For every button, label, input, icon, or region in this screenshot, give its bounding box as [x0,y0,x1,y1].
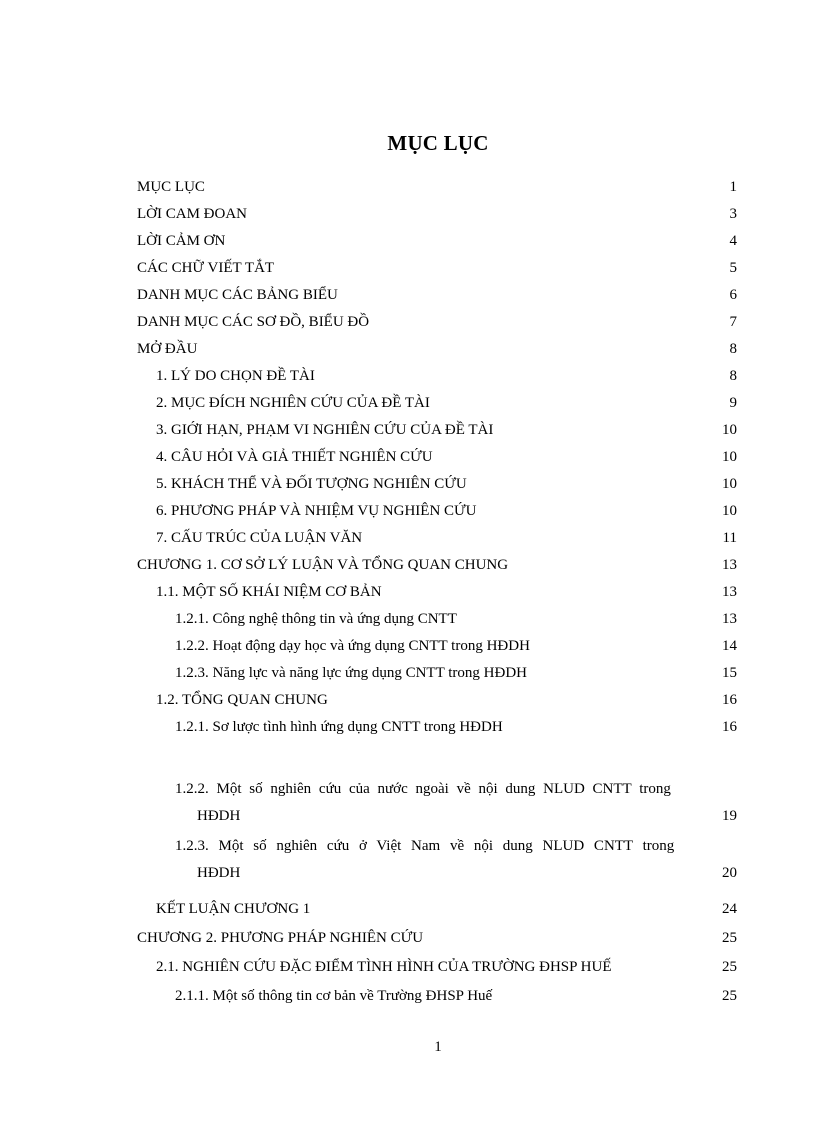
toc-entry-label: MỞ ĐẦU [137,341,198,357]
toc-entry-label: 2. MỤC ĐÍCH NGHIÊN CỨU CỦA ĐỀ TÀI [156,395,430,411]
toc-entry-nuoc-ngoai[interactable] [197,805,737,827]
toc-entry-ly-do[interactable] [156,365,737,387]
toc-page-number: 9 [729,395,737,411]
toc-entry-mo-dau[interactable] [137,338,737,360]
toc-page-number: 7 [729,314,737,330]
toc-entry-label: 7. CẤU TRÚC CỦA LUẬN VĂN [156,530,363,546]
toc-entry-label: LỜI CẢM ƠN [137,233,226,249]
toc-entry-chuong-1[interactable] [137,554,737,576]
toc-page-number: 6 [729,287,737,303]
toc-entry-viet-nam-line1[interactable] [175,835,710,857]
toc-page-number: 8 [729,341,737,357]
toc-entry-so-do[interactable] [137,311,737,333]
toc-entry-label: 1.2.1. Công nghệ thông tin và ứng dụng CNTT [175,611,457,627]
toc-page-number: 20 [722,865,737,881]
toc-entry-label: 1.2.3. Năng lực và năng lực ứng dụng CNTT trong HĐDH [175,665,527,681]
toc-page-number: 13 [722,611,737,627]
toc-entry-label: 5. KHÁCH THỂ VÀ ĐỐI TƯỢNG NGHIÊN CỨU [156,476,467,492]
toc-entry-label: MỤC LỤC [137,179,205,195]
toc-page-number: 1 [729,179,737,195]
toc-entry-label: 4. CÂU HỎI VÀ GIẢ THIẾT NGHIÊN CỨU [156,449,433,465]
toc-page-number: 13 [722,557,737,573]
toc-entry-label: HĐDH [197,808,241,824]
toc-entry-label: 1.2.2. Hoạt động dạy học và ứng dụng CNTT trong HĐDH [175,638,530,654]
toc-entry-loi-cam-doan[interactable] [137,203,737,225]
toc-entry-1-2-1-cntt[interactable] [175,608,737,630]
toc-entry-label: 1.1. MỘT SỐ KHÁI NIỆM CƠ BẢN [156,584,382,600]
toc-page-number: 16 [722,719,737,735]
toc-page-number: 25 [722,988,737,1004]
toc-entry-label: 3. GIỚI HẠN, PHẠM VI NGHIÊN CỨU CỦA ĐỀ TÀI [156,422,494,438]
toc-entry-loi-cam-on[interactable] [137,230,737,252]
toc-entry-label: LỜI CAM ĐOAN [137,206,247,222]
toc-entry-phuong-phap[interactable] [156,500,737,522]
toc-entry-dac-diem[interactable] [156,956,737,978]
toc-page-number: 19 [722,808,737,824]
toc-entry-label: 2.1.1. Một số thông tin cơ bản về Trường ĐHSP Huế [175,988,493,1004]
toc-entry-thong-tin[interactable] [175,985,737,1007]
toc-entry-label: 1.2.2. Một số nghiên cứu của nước ngoài về nội dung NLUD CNTT trong [175,781,671,797]
toc-page-number: 25 [722,959,737,975]
toc-page-number: 14 [722,638,737,654]
toc-page-number: 24 [722,901,737,917]
toc-entry-1-2-3-nang-luc[interactable] [175,662,737,684]
toc-page-number: 16 [722,692,737,708]
toc-entry-muc-luc[interactable] [137,176,737,198]
toc-entry-1-2-2-hddh[interactable] [175,635,737,657]
toc-entry-label: 1.2.1. Sơ lược tình hình ứng dụng CNTT trong HĐDH [175,719,503,735]
toc-page-number: 5 [729,260,737,276]
toc-entry-chuong-2[interactable] [137,927,737,949]
toc-entry-cau-truc[interactable] [156,527,737,549]
toc-entry-cau-hoi[interactable] [156,446,737,468]
toc-entry-label: KẾT LUẬN CHƯƠNG 1 [156,901,311,917]
toc-entry-bang-bieu[interactable] [137,284,737,306]
toc-page-number: 25 [722,930,737,946]
toc-page-number: 8 [729,368,737,384]
toc-page-number: 10 [722,449,737,465]
toc-entry-label: CHƯƠNG 1. CƠ SỞ LÝ LUẬN VÀ TỔNG QUAN CHUNG [137,557,509,573]
toc-entry-label: 6. PHƯƠNG PHÁP VÀ NHIỆM VỤ NGHIÊN CỨU [156,503,477,519]
toc-page-number: 13 [722,584,737,600]
page-number: 1 [434,1039,442,1055]
toc-entry-khach-the[interactable] [156,473,737,495]
toc-entry-label: DANH MỤC CÁC SƠ ĐỒ, BIỂU ĐỒ [137,314,370,330]
toc-page-number: 10 [722,422,737,438]
toc-entry-label: 1.2.3. Một số nghiên cứu ở Việt Nam về nội dung NLUD CNTT trong [175,838,675,854]
toc-entry-so-luoc[interactable] [175,716,737,738]
toc-entry-label: 2.1. NGHIÊN CỨU ĐẶC ĐIỂM TÌNH HÌNH CỦA TRƯỜNG ĐHSP HUẾ [156,959,612,975]
toc-page-number: 3 [729,206,737,222]
toc-entry-viet-nam[interactable] [197,862,737,884]
toc-entry-nuoc-ngoai-line1[interactable] [175,778,710,800]
toc-page-number: 10 [722,476,737,492]
toc-entry-ket-luan-1[interactable] [156,898,737,920]
toc-entry-label: HĐDH [197,865,241,881]
toc-entry-chu-viet-tat[interactable] [137,257,737,279]
toc-page-number: 4 [729,233,737,249]
toc-entry-label: CHƯƠNG 2. PHƯƠNG PHÁP NGHIÊN CỨU [137,930,424,946]
toc-page-number: 11 [722,530,737,546]
toc-page-number: 10 [722,503,737,519]
page-title: MỤC LỤC [387,131,489,155]
toc-entry-label: 1.2. TỔNG QUAN CHUNG [156,692,328,708]
toc-entry-khai-niem[interactable] [156,581,737,603]
toc-entry-tong-quan[interactable] [156,689,737,711]
toc-entry-gioi-han[interactable] [156,419,737,441]
toc-entry-label: DANH MỤC CÁC BẢNG BIỂU [137,287,338,303]
toc-entry-muc-dich[interactable] [156,392,737,414]
toc-entry-label: CÁC CHỮ VIẾT TẮT [137,260,275,276]
toc-entry-label: 1. LÝ DO CHỌN ĐỀ TÀI [156,368,315,384]
toc-page-number: 15 [722,665,737,681]
